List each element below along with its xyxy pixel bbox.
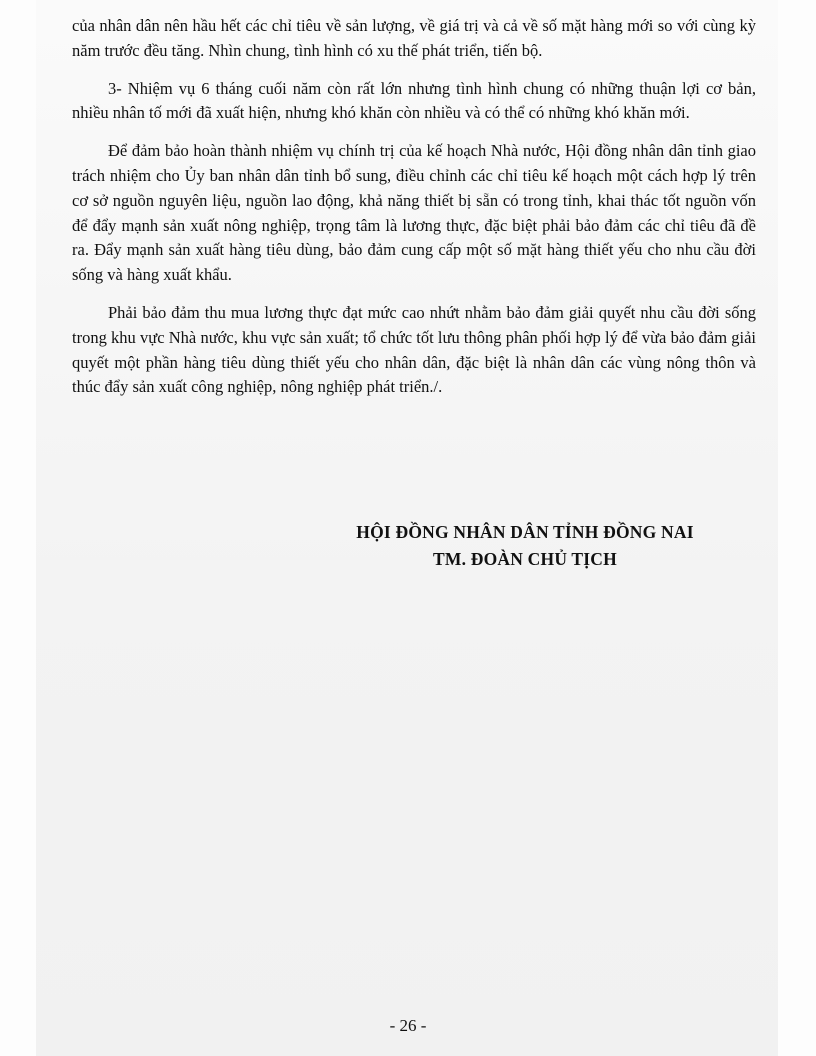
paragraph-procurement: Phải bảo đảm thu mua lương thực đạt mức cao nhứt nhằm bảo đảm giải quyết nhu cầu đời sống trong khu vực Nhà nước, khu vực sản xuất; tổ chức tốt lưu thông phân phối hợp lý để vừa bảo đảm giải quyết một phần hàng tiêu dùng thiết yếu cho nhân dân, đặc biệt là nhân dân các vùng nông thôn và thúc đẩy sản xuất công nghiệp, nông nghiệp phát triển./. — [72, 302, 756, 397]
signature-organization: HỘI ĐỒNG NHÂN DÂN TỈNH ĐỒNG NAI — [356, 522, 694, 542]
page-number: - 26 - — [389, 1016, 427, 1035]
paragraph-continuation: của nhân dân nên hầu hết các chỉ tiêu về sản lượng, về giá trị và cả về số mặt hàng mới so với cùng kỳ năm trước đều tăng. Nhìn chung, tình hình có xu thế phát triển, tiến bộ. — [72, 16, 756, 60]
signature-block — [300, 519, 750, 573]
paragraph-tasks: 3- Nhiệm vụ 6 tháng cuối năm còn rất lớn nhưng tình hình chung có những thuận lợi cơ bản, nhiều nhân tố mới đã xuất hiện, nhưng khó khăn còn nhiều và có thể có những khó khăn mới. — [72, 78, 756, 123]
document-body — [72, 14, 756, 413]
signature-title: TM. ĐOÀN CHỦ TỊCH — [433, 549, 617, 569]
paragraph-plan: Để đảm bảo hoàn thành nhiệm vụ chính trị của kế hoạch Nhà nước, Hội đồng nhân dân tỉnh giao trách nhiệm cho Ủy ban nhân dân tỉnh bổ sung, điều chỉnh các chỉ tiêu kế hoạch một cách hợp lý trên cơ sở nguồn nguyên liệu, nguồn lao động, khả năng thiết bị sẵn có trong tỉnh, khai thác tốt nguồn vốn để đẩy mạnh sản xuất nông nghiệp, trọng tâm là lương thực, đặc biệt phải bảo đảm các chỉ tiêu đã đề ra. Đẩy mạnh sản xuất hàng tiêu dùng, bảo đảm cung cấp một số mặt hàng thiết yếu cho nhu cầu đời sống và hàng xuất khẩu. — [72, 141, 756, 285]
